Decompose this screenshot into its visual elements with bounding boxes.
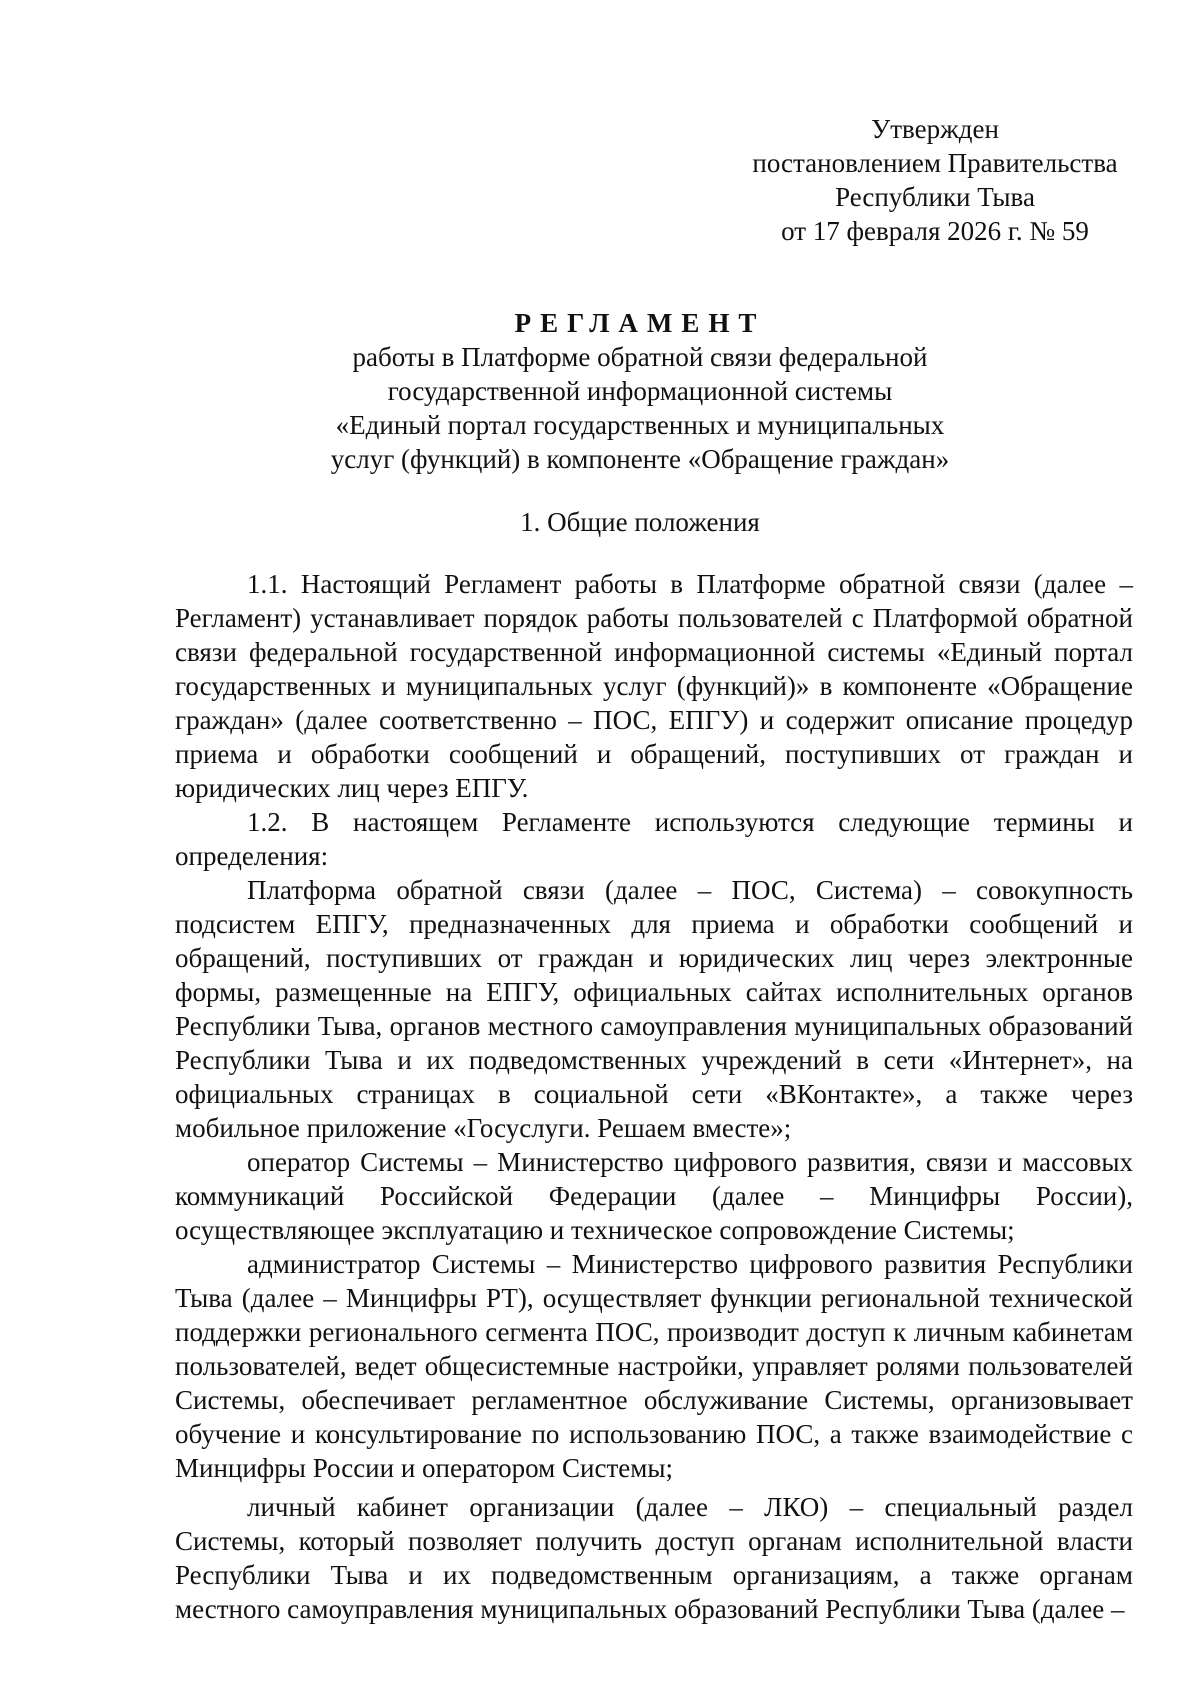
approval-line-approved: Утвержден	[871, 114, 999, 144]
section-heading: 1. Общие положения	[520, 507, 760, 537]
definition-operator: оператор Системы – Министерство цифрового развития, связи и массовых коммуникаций Российской Федерации (далее – Минцифры России), осуществляющее эксплуатацию и техническое сопровождение Системы;	[175, 1147, 1133, 1245]
document-body	[175, 567, 1133, 1626]
approval-line-republic: Республики Тыва	[835, 182, 1035, 212]
subtitle-line: государственной информационной системы	[387, 376, 893, 406]
definition-platform: Платформа обратной связи (далее – ПОС, Система) – совокупность подсистем ЕПГУ, предназначенных для приема и обработки сообщений и обращений, поступивших от граждан и юридических лиц через электронные формы, размещенные на ЕПГУ, официальных сайтах исполнительных органов Республики Тыва, органов местного самоуправления муниципальных образований Республики Тыва и их подведомственных учреждений в сети «Интернет», на официальных страницах в социальной сети «ВКонтакте», а также через мобильное приложение «Госуслуги. Решаем вместе»;	[175, 875, 1133, 1143]
document-subtitle	[170, 340, 1110, 476]
paragraph-1-2: 1.2. В настоящем Регламенте используются следующие термины и определения:	[175, 807, 1133, 871]
approval-stamp	[735, 112, 1135, 248]
definition-organization-cabinet: личный кабинет организации (далее – ЛКО) – специальный раздел Системы, который позволяет получить доступ органам исполнительной власти Республики Тыва и их подведомственным организациям, а также органам местного самоуправления муниципальных образований Республики Тыва (далее –	[175, 1492, 1133, 1624]
subtitle-line: «Единый портал государственных и муниципальных	[335, 410, 945, 440]
paragraph-1-1: 1.1. Настоящий Регламент работы в Платформе обратной связи (далее – Регламент) устанавливает порядок работы пользователей с Платформой обратной связи федеральной государственной информационной системы «Единый портал государственных и муниципальных услуг (функций)» в компоненте «Обращение граждан» (далее соответственно – ПОС, ЕПГУ) и содержит описание процедур приема и обработки сообщений и обращений, поступивших от граждан и юридических лиц через ЕПГУ.	[175, 569, 1133, 803]
approval-line-decree: постановлением Правительства	[752, 148, 1118, 178]
definition-administrator: администратор Системы – Министерство цифрового развития Республики Тыва (далее – Минцифры РТ), осуществляет функции региональной технической поддержки регионального сегмента ПОС, производит доступ к личным кабинетам пользователей, ведет общесистемные настройки, управляет ролями пользователей Системы, обеспечивает регламентное обслуживание Системы, организовывает обучение и консультирование по использованию ПОС, а также взаимодействие с Минцифры России и оператором Системы;	[175, 1249, 1133, 1483]
subtitle-line: услуг (функций) в компоненте «Обращение граждан»	[330, 444, 950, 474]
approval-line-date-number: от 17 февраля 2026 г. № 59	[781, 216, 1089, 246]
subtitle-line: работы в Платформе обратной связи федеральной	[352, 342, 928, 372]
document-title: РЕГЛАМЕНТ	[514, 308, 766, 338]
